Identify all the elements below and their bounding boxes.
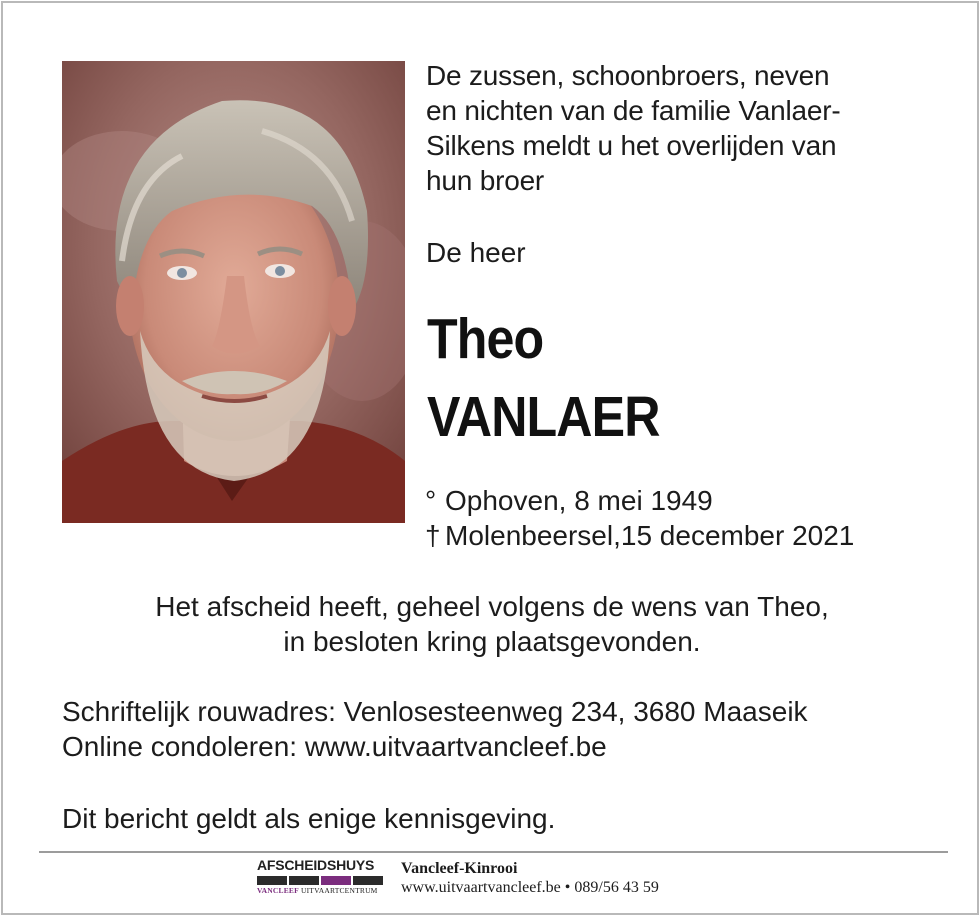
death-line [425,518,854,553]
portrait-illustration [62,61,405,523]
notice-text: Dit bericht geldt als enige kennisgeving. [62,803,556,834]
firm-contact-line [401,878,659,897]
logo-sub-text: UITVAARTCENTRUM [300,886,378,895]
intro-line: hun broer [426,165,545,196]
intro-line: en nichten van de familie Vanlaer- [426,95,841,126]
birth-date: Ophoven, 8 mei 1949 [445,485,713,516]
first-name: Theo [427,307,544,371]
firm-phone: 089/56 43 59 [574,879,659,896]
intro-line: De zussen, schoonbroers, neven [426,60,830,91]
firm-website[interactable]: www.uitvaartvancleef.be [401,879,561,896]
intro-line: Silkens meldt u het overlijden van [426,130,837,161]
logo-bars [257,876,383,885]
mourning-address: Schriftelijk rouwadres: Venlosesteenweg 234, 3680 Maaseik [62,696,808,727]
cross-icon: † [425,520,441,551]
logo-subtitle [257,886,383,896]
logo-word: AFSCHEIDSHUYS [257,857,375,873]
death-date: Molenbeersel,15 december 2021 [445,520,855,551]
separator: • [564,879,571,896]
contact-info [62,694,808,764]
obituary-card [1,1,979,915]
divider [39,851,948,853]
logo-sub-brand: VANCLEEF [257,886,299,895]
birth-symbol: ° [425,485,437,516]
online-condolence: Online condoleren: www.uitvaartvancleef.be [62,731,607,762]
portrait-photo [62,61,405,523]
ceremony-line: Het afscheid heeft, geheel volgens de wens van Theo, [155,591,829,622]
ceremony-text [3,589,980,659]
life-dates [425,483,854,553]
funeral-home-info [401,859,659,897]
intro-text [426,58,926,198]
honorific: De heer [426,237,526,268]
ceremony-line: in besloten kring plaatsgevonden. [283,626,701,657]
last-name: VANLAER [427,385,660,449]
birth-line [425,483,854,518]
firm-name: Vancleef-Kinrooi [401,860,518,877]
funeral-home-logo [257,858,383,896]
